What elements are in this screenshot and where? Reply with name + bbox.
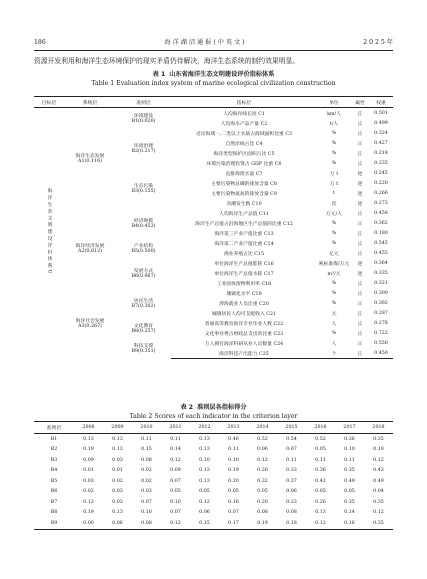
score-cell: 0.00 [74, 518, 103, 529]
running-header [34, 34, 393, 46]
score-cell: 0.26 [315, 499, 326, 505]
score-cell: 0.13 [112, 447, 123, 453]
score-cell: 0.16 [335, 518, 364, 529]
table2-row [34, 518, 393, 529]
table1-header-cell: 单位 [317, 97, 351, 108]
indicator-unit-cell: t [333, 190, 335, 196]
score-cell: 0.07 [170, 510, 181, 516]
score-cell: 0.54 [286, 436, 297, 442]
score-cell: 0.35 [373, 436, 384, 442]
indicator-name-cell: 主要污染物总磷的排放含量 C8 [211, 181, 277, 187]
table2-header-cell: 2010 [132, 422, 161, 434]
system-layer-cell: 海洋社会发展A3(0.267) [75, 319, 105, 330]
table1-label: 表 1 [152, 71, 166, 78]
indicator-weight-cell: 0.455 [374, 250, 388, 256]
score-cell: 0.10 [170, 499, 181, 505]
table1-row [34, 208, 393, 218]
score-cell: 0.09 [83, 457, 94, 463]
table2-caption-en: Table 2 Scores of each indicator in the criterion layer [129, 413, 298, 420]
indicator-attr-cell: 逆 [357, 171, 363, 177]
criterion-label-cell: B2 [50, 447, 58, 453]
score-cell: 0.08 [286, 510, 297, 516]
indicator-name-cell: 环境污染治理投资占 GDP 比重 C6 [206, 161, 282, 167]
indicator-weight-cell: 0.266 [374, 190, 388, 196]
header-rule [34, 50, 393, 51]
indicator-attr-cell: 正 [357, 331, 363, 337]
indicator-attr-cell: 正 [357, 241, 363, 247]
indicator-weight-cell: 0.499 [374, 120, 388, 126]
score-cell: 0.12 [257, 457, 268, 463]
score-cell: 0.05 [170, 489, 181, 495]
score-cell: 0.15 [190, 518, 219, 529]
indicator-name-cell: 人均海洋生产总值 C11 [219, 211, 269, 217]
score-cell: 0.49 [344, 478, 355, 484]
indicator-weight-cell: 0.300 [374, 290, 388, 296]
indicator-unit-cell: % [331, 240, 337, 246]
score-cell: 0.36 [315, 468, 326, 474]
score-cell: 0.08 [257, 510, 268, 516]
indicator-weight-cell: 0.362 [374, 220, 388, 226]
indicator-unit-cell: t/人 [329, 121, 339, 127]
score-cell: 0.11 [228, 447, 239, 453]
indicator-attr-cell: 正 [357, 211, 363, 217]
table2-header-cell: 2016 [306, 422, 335, 434]
score-cell: 0.12 [161, 518, 190, 529]
score-cell: 0.05 [344, 489, 355, 495]
criterion-label-cell: B7 [50, 499, 58, 505]
indicator-weight-cell: 0.287 [374, 310, 388, 316]
indicator-name-cell: 万人拥有海洋科研从业人员数量 C24 [204, 341, 284, 347]
score-cell: 0.06 [286, 489, 297, 495]
indicator-weight-cell: 0.450 [369, 348, 393, 359]
indicator-name-cell: 渔业养殖占比 C15 [223, 251, 265, 257]
criterion-label-cell: B5 [50, 478, 58, 484]
score-cell: 0.37 [286, 478, 297, 484]
table2-row [34, 434, 393, 445]
table2-header-cell: 2008 [74, 422, 103, 434]
score-cell: 0.12 [373, 457, 384, 463]
score-cell: 0.10 [373, 447, 384, 453]
indicator-unit-cell: % [331, 290, 337, 296]
criterion-scores-table [34, 421, 393, 530]
evaluation-index-table [34, 96, 393, 359]
indicator-weight-cell: 0.245 [374, 170, 388, 176]
indicator-name-cell: 赤潮发生数 C10 [226, 201, 262, 207]
criterion-layer-cell: 环境建设B1(0.020) [131, 114, 156, 124]
indicator-attr-cell: 正 [357, 111, 363, 117]
table1-header-cell: 准则层 [116, 97, 171, 108]
indicator-unit-cell: 亿元 [329, 251, 339, 257]
table2-row [34, 487, 393, 498]
criterion-label-cell: B4 [50, 468, 58, 474]
indicator-weight-cell: 0.220 [374, 180, 388, 186]
score-cell: 0.13 [112, 510, 123, 516]
score-cell: 0.09 [170, 468, 181, 474]
table2-row [34, 508, 393, 519]
score-cell: 0.13 [83, 436, 94, 442]
indicator-unit-cell: % [331, 140, 337, 146]
score-cell: 0.03 [112, 457, 123, 463]
score-cell: 0.12 [306, 518, 335, 529]
indicator-attr-cell: 逆 [357, 271, 363, 277]
table2-header-cell: 2013 [219, 422, 248, 434]
page-number: 186 [34, 39, 46, 46]
journal-year: 2 0 2 5 年 [363, 39, 393, 46]
score-cell: 0.49 [373, 478, 384, 484]
indicator-name-cell: 海洋类型保护区面积占比 C5 [213, 151, 275, 157]
indicator-weight-cell: 0.427 [374, 140, 388, 146]
score-cell: 0.03 [141, 489, 152, 495]
score-cell: 0.05 [199, 489, 210, 495]
score-cell: 0.12 [83, 499, 94, 505]
indicator-attr-cell: 正 [357, 151, 363, 157]
score-cell: 0.07 [141, 499, 152, 505]
indicator-weight-cell: 0.278 [374, 320, 388, 326]
score-cell: 0.05 [315, 489, 326, 495]
criterion-label-cell: B3 [50, 457, 58, 463]
table2-row [34, 476, 393, 487]
indicator-weight-cell: 0.180 [374, 230, 388, 236]
indicator-attr-cell: 正 [357, 341, 363, 347]
indicator-attr-cell: 正 [357, 311, 363, 317]
indicator-name-cell: 普通高等教育海洋专业毕业人数 C22 [204, 321, 284, 327]
table2-label: 表 2 [180, 404, 194, 411]
criterion-label-cell: B9 [34, 518, 74, 529]
indicator-name-cell: 人均海岸线长度 C1 [223, 111, 265, 117]
indicator-unit-cell: 个 [317, 348, 351, 359]
score-cell: 0.10 [344, 447, 355, 453]
indicator-name-cell: 城镇居民人均可支配收入 C21 [211, 311, 277, 317]
table2-title: 准则层各指标得分 [197, 404, 247, 411]
score-cell: 0.11 [286, 457, 297, 463]
indicator-name-cell: 涉海就业人员比重 C20 [219, 301, 269, 307]
score-cell: 0.20 [228, 478, 239, 484]
indicator-name-cell: 单位海洋生产总值水耗 C17 [214, 271, 274, 277]
indicator-weight-cell: 0.458 [374, 210, 388, 216]
score-cell: 0.05 [315, 447, 326, 453]
score-cell: 0.12 [170, 457, 181, 463]
indicator-name-cell: 自然岸线占比 C4 [225, 141, 263, 147]
score-cell: 0.06 [199, 510, 210, 516]
score-cell: 0.20 [257, 499, 268, 505]
indicator-unit-cell: % [331, 220, 337, 226]
score-cell: 0.03 [83, 478, 94, 484]
score-cell: 0.32 [257, 478, 268, 484]
indicator-weight-cell: 0.545 [374, 240, 388, 246]
score-cell: 0.11 [141, 436, 152, 442]
indicator-attr-cell: 正 [357, 291, 363, 297]
criterion-layer-cell: 环境治理B2(0.217) [131, 144, 156, 154]
table2-row [34, 455, 393, 466]
criterion-label-cell: B6 [50, 489, 58, 495]
target-layer-cell [34, 108, 64, 359]
score-cell: 0.07 [228, 510, 239, 516]
criterion-label-cell: B1 [50, 436, 58, 442]
indicator-attr-cell: 正 [357, 321, 363, 327]
indicator-unit-cell: 万 t [329, 181, 339, 187]
table1-row [34, 288, 393, 298]
indicator-unit-cell: m³/元 [327, 271, 341, 277]
criterion-layer-cell: 发展方式B6(0.067) [131, 269, 156, 279]
indicator-weight-cell: 0.321 [374, 280, 388, 286]
criterion-layer-cell: 文化教育B8(0.257) [131, 324, 156, 334]
table2-header-cell: 2017 [335, 422, 364, 434]
indicator-attr-cell: 正 [357, 141, 363, 147]
table1-caption [34, 71, 393, 79]
indicator-unit-cell: 次 [331, 201, 337, 207]
score-cell: 0.02 [141, 478, 152, 484]
indicator-name-cell: 城镇化水平 C19 [226, 291, 262, 297]
indicator-weight-cell: 0.324 [374, 130, 388, 136]
indicator-weight-cell: 0.235 [374, 160, 388, 166]
indicator-unit-cell: % [331, 160, 337, 166]
table2-row [34, 497, 393, 508]
score-cell: 0.19 [83, 510, 94, 516]
indicator-name-cell: 人均海水产品产量 C2 [220, 121, 268, 127]
score-cell: 0.35 [364, 518, 393, 529]
score-cell: 0.07 [286, 447, 297, 453]
score-cell: 0.26 [257, 468, 268, 474]
table2-header-cell: 2009 [103, 422, 132, 434]
table2-header-cell: 2018 [364, 422, 393, 434]
score-cell: 0.36 [344, 436, 355, 442]
indicator-name-cell: 直排海废水量 C7 [225, 171, 263, 177]
indicator-name-cell: 工业固体废物利用率 C18 [216, 281, 272, 287]
table1-header-cell: 权重 [369, 97, 393, 108]
score-cell: 0.10 [228, 457, 239, 463]
indicator-unit-cell: % [331, 280, 337, 286]
score-cell: 0.05 [257, 489, 268, 495]
score-cell: 0.13 [199, 447, 210, 453]
table2-caption [34, 404, 393, 412]
score-cell: 0.16 [228, 499, 239, 505]
score-cell: 0.13 [199, 436, 210, 442]
score-cell: 0.11 [170, 436, 181, 442]
score-cell: 0.19 [248, 518, 277, 529]
score-cell: 0.05 [228, 489, 239, 495]
indicator-name-cell: 海洋第二产业产值比重 C14 [214, 241, 274, 247]
score-cell: 0.13 [199, 468, 210, 474]
score-cell: 0.10 [199, 457, 210, 463]
score-cell: 0.17 [219, 518, 248, 529]
indicator-attr-cell: 正 [357, 251, 363, 257]
score-cell: 0.08 [132, 518, 161, 529]
criterion-layer-cell: 居民生活B7(0.302) [131, 299, 156, 309]
indicator-unit-cell: 人 [331, 321, 337, 327]
criterion-layer-cell: 生态污染B3(0.155) [131, 184, 156, 194]
indicator-attr-cell: 逆 [357, 181, 363, 187]
indicator-name-cell: 近岸海域一,二类以上水质占海域面积比重 C3 [195, 131, 293, 137]
score-cell: 0.11 [315, 457, 326, 463]
table1-title: 山东省海洋生态文明建设评价指标体系 [169, 71, 275, 78]
indicator-unit-cell: 元 [331, 311, 337, 317]
indicator-unit-cell: km/人 [327, 111, 341, 117]
indicator-weight-cell: 0.722 [374, 330, 388, 336]
score-cell: 0.46 [228, 436, 239, 442]
indicator-attr-cell: 正 [357, 121, 363, 127]
score-cell: 0.04 [373, 489, 384, 495]
score-cell: 0.13 [315, 510, 326, 516]
score-cell: 0.11 [344, 457, 355, 463]
indicator-name-cell: 海洋第三产业产值比重 C13 [214, 231, 274, 237]
criterion-layer-cell: 产业结构B5(0.500) [131, 244, 156, 254]
score-cell: 0.33 [286, 468, 297, 474]
criterion-layer-cell: 科技支撑B9(0.351) [131, 344, 156, 355]
score-cell: 0.18 [277, 518, 306, 529]
criterion-layer-cell: 经济规模B4(0.453) [131, 219, 156, 229]
indicator-attr-cell: 逆 [357, 261, 363, 267]
score-cell: 0.35 [373, 499, 384, 505]
table2-row [34, 445, 393, 456]
score-cell: 0.43 [315, 478, 326, 484]
indicator-weight-cell: 0.273 [374, 200, 388, 206]
indicator-attr-cell: 正 [357, 281, 363, 287]
score-cell: 0.52 [315, 436, 326, 442]
score-cell: 0.19 [83, 447, 94, 453]
indicator-weight-cell: 0.218 [374, 150, 388, 156]
score-cell: 0.13 [199, 478, 210, 484]
table2-header-cell: 2011 [161, 422, 190, 434]
table2-header-cell: 2015 [277, 422, 306, 434]
score-cell: 0.15 [141, 447, 152, 453]
indicator-attr-cell: 正 [357, 161, 363, 167]
indicator-weight-cell: 0.501 [374, 110, 388, 116]
indicator-weight-cell: 0.364 [374, 260, 388, 266]
score-cell: 0.01 [112, 468, 123, 474]
indicator-attr-cell: 正 [357, 131, 363, 137]
score-cell: 0.03 [112, 499, 123, 505]
indicator-weight-cell: 0.550 [374, 340, 388, 346]
journal-name: 海 洋 湖 沼 通 报 ( 中 英 文 ) [164, 39, 245, 46]
table2-row [34, 466, 393, 477]
indicator-name-cell: 海洋科技产出能力 C25 [171, 348, 317, 359]
table1-header-cell: 目标层 [34, 97, 64, 108]
table2-header-cell: 2012 [190, 422, 219, 434]
indicator-attr-cell: 正 [357, 221, 363, 227]
indicator-unit-cell: % [331, 230, 337, 236]
table1-header-cell: 属性 [351, 97, 369, 108]
score-cell: 0.12 [373, 510, 384, 516]
score-cell: 0.14 [344, 510, 355, 516]
indicator-unit-cell: % [331, 150, 337, 156]
indicator-unit-cell: 万 t [329, 171, 339, 177]
table1-caption-en: Table 1 Evaluation index system of marine ecological civilization construction [91, 80, 336, 87]
score-cell: 0.19 [228, 468, 239, 474]
score-cell: 0.14 [170, 447, 181, 453]
score-cell: 0.02 [83, 489, 94, 495]
target-layer-label: 海洋生态文明建设评价体系U [46, 188, 52, 277]
score-cell: 0.12 [199, 499, 210, 505]
score-cell: 0.23 [286, 499, 297, 505]
score-cell: 0.52 [257, 436, 268, 442]
indicator-unit-cell: 人 [331, 341, 337, 347]
indicator-attr-cell: 正 [357, 231, 363, 237]
table2-header-cell: 2014 [248, 422, 277, 434]
indicator-weight-cell: 0.392 [374, 300, 388, 306]
indicator-unit-cell: % [331, 130, 337, 136]
score-cell: 0.08 [141, 457, 152, 463]
indicator-name-cell: 文化事业费占财政总支出的比重 C23 [204, 331, 284, 337]
indicator-name-cell: 海洋生产总值占沿海地区生产总值的比重 C12 [195, 221, 293, 227]
table1-header-cell: 系统层 [64, 97, 116, 108]
indicator-unit-cell: 吨标准煤/万元 [318, 261, 350, 267]
score-cell: 0.06 [103, 518, 132, 529]
intro-paragraph: 资源开发利用和海洋生态环境保护的现实矛盾仍待解决，海洋生态系统的制约效果明显。 [34, 57, 300, 65]
score-cell: 0.02 [141, 468, 152, 474]
indicator-name-cell: 单位海洋生产总值能耗 C16 [214, 261, 274, 267]
score-cell: 0.10 [141, 510, 152, 516]
system-layer-cell: 海洋生态发展A1(0.116) [75, 154, 105, 164]
indicator-attr-cell: 正 [357, 301, 363, 307]
score-cell: 0.35 [344, 468, 355, 474]
indicator-unit-cell: 万元/人 [325, 211, 342, 217]
score-cell: 0.07 [170, 478, 181, 484]
score-cell: 0.03 [112, 489, 123, 495]
indicator-attr-cell: 逆 [357, 201, 363, 207]
indicator-weight-cell: 0.335 [374, 270, 388, 276]
score-cell: 0.06 [257, 447, 268, 453]
table1-header-cell: 指标层 [171, 97, 317, 108]
score-cell: 0.35 [344, 499, 355, 505]
score-cell: 0.13 [112, 436, 123, 442]
table2-header-cell: 准则层 [34, 422, 74, 434]
indicator-name-cell: 主要污染物氨氮的排放含量 C9 [211, 191, 277, 197]
score-cell: 0.02 [112, 478, 123, 484]
indicator-unit-cell: % [331, 300, 337, 306]
indicator-attr-cell: 逆 [357, 191, 363, 197]
score-cell: 0.01 [83, 468, 94, 474]
indicator-unit-cell: % [331, 330, 337, 336]
system-layer-cell: 海洋经济发展A2(0.612) [75, 244, 105, 254]
indicator-attr-cell: 正 [351, 348, 369, 359]
table1-row [34, 108, 393, 119]
criterion-label-cell: B8 [50, 510, 58, 516]
score-cell: 0.43 [373, 468, 384, 474]
